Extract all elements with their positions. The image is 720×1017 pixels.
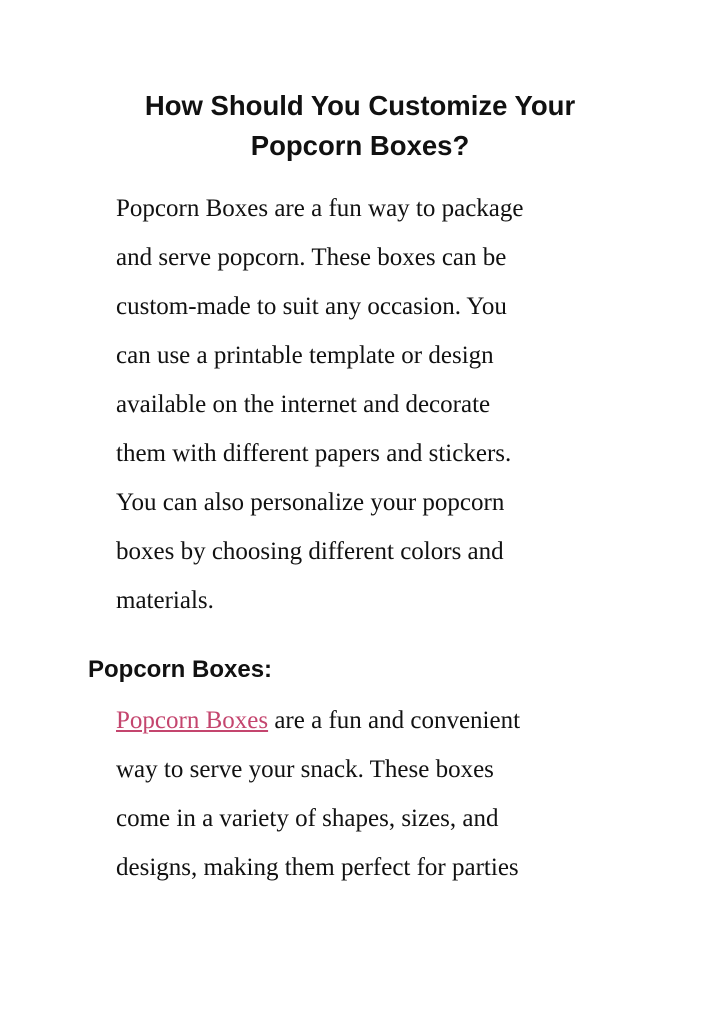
intro-line-1: Popcorn Boxes are a fun way to package [116,195,524,222]
intro-line-3: custom-made to suit any occasion. You [116,293,507,320]
intro-paragraph [116,184,524,625]
section-line-1-rest: are a fun and convenient [268,707,521,734]
intro-line-8: boxes by choosing different colors and [116,538,504,565]
section-line-2: way to serve your snack. These boxes [116,756,494,783]
section-heading: Popcorn Boxes: [88,656,273,683]
page-title [60,86,660,166]
section-line-3: come in a variety of shapes, sizes, and [116,805,499,832]
intro-line-9: materials. [116,587,214,614]
intro-line-7: You can also personalize your popcorn [116,489,505,516]
popcorn-boxes-link[interactable]: Popcorn Boxes [116,707,269,734]
page-title-line-2: Popcorn Boxes? [250,130,470,161]
section-line-4: designs, making them perfect for parties [116,854,519,881]
intro-line-6: them with different papers and stickers. [116,440,512,467]
section-line-1 [116,696,520,745]
intro-line-5: available on the internet and decorate [116,391,491,418]
page-title-line-1: How Should You Customize Your [144,90,576,121]
intro-line-4: can use a printable template or design [116,342,494,369]
intro-line-2: and serve popcorn. These boxes can be [116,244,507,271]
section-paragraph [116,696,520,892]
